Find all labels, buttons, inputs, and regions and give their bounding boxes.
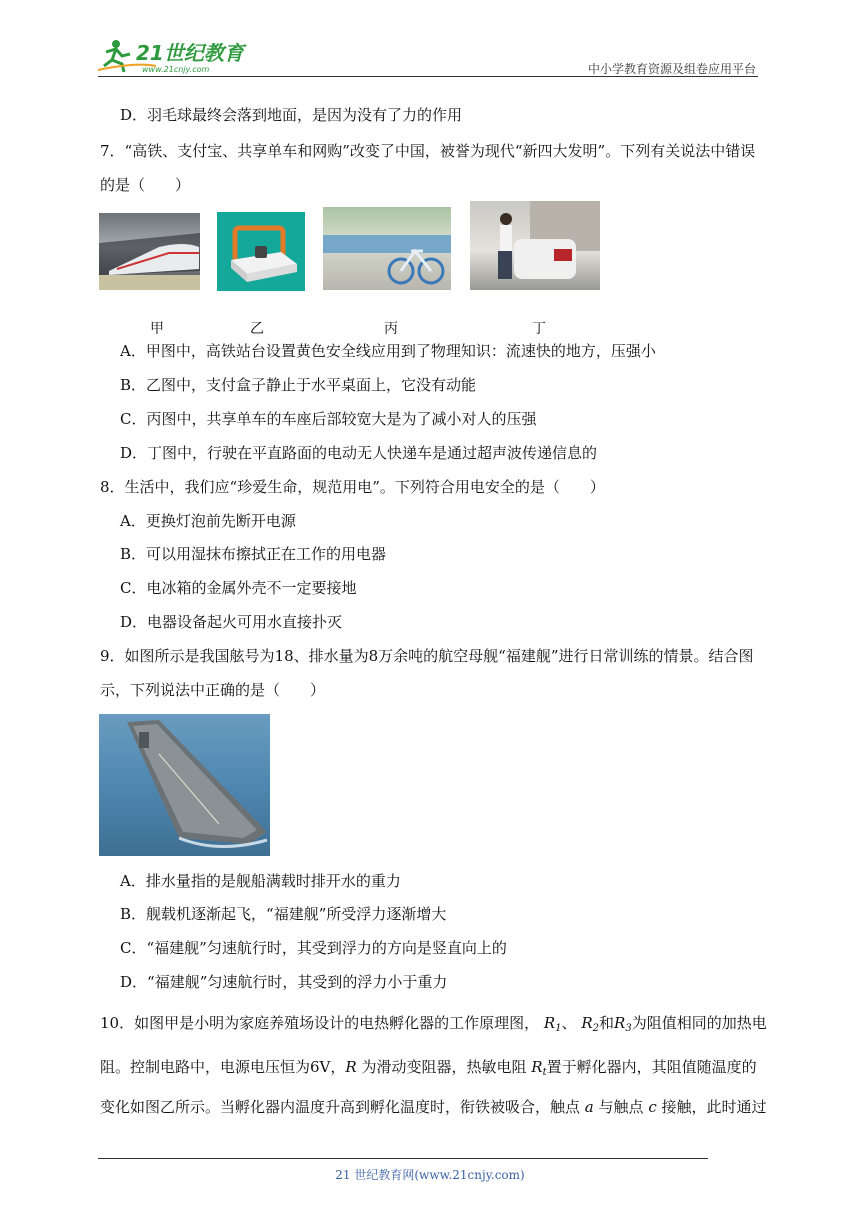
q7-option-a: A．甲图中，高铁站台设置黄色安全线应用到了物理知识：流速快的地方，压强小 bbox=[120, 342, 656, 360]
q9-option-a: A．排水量指的是舰船满载时排开水的重力 bbox=[120, 872, 401, 890]
rt-sub: t bbox=[542, 1067, 547, 1078]
q10-stem-line1 bbox=[100, 1012, 767, 1040]
r2-symbol bbox=[581, 1014, 599, 1032]
q10-text-2a: 阻。控制电路中，电源电压恒为6V， bbox=[100, 1058, 346, 1076]
q10-text-1a: 10．如图甲是小明为家庭养殖场设计的电热孵化器的工作原理图， bbox=[100, 1014, 540, 1032]
aircraft-carrier-image bbox=[99, 714, 270, 856]
rt-symbol bbox=[531, 1058, 546, 1076]
q10-sep1: 、 bbox=[561, 1014, 577, 1032]
r1-letter: R bbox=[543, 1014, 556, 1032]
q10-stem-line2 bbox=[100, 1056, 757, 1084]
bikes-icon bbox=[323, 207, 451, 290]
shared-bikes-image bbox=[323, 207, 451, 290]
r2-letter: R bbox=[581, 1014, 593, 1032]
q8-option-b: B．可以用湿抹布擦拭正在工作的用电器 bbox=[120, 545, 387, 563]
footer-divider bbox=[98, 1158, 708, 1159]
caption-bing: 丙 bbox=[384, 321, 398, 337]
rt-letter: R bbox=[531, 1058, 543, 1076]
runner-logo-icon bbox=[96, 36, 258, 76]
q7-option-b: B．乙图中，支付盒子静止于水平桌面上，它没有动能 bbox=[120, 376, 477, 394]
q10-text-1b: 为阻值相同的加热电 bbox=[631, 1014, 767, 1032]
site-logo bbox=[96, 36, 258, 76]
q10-and: 和 bbox=[599, 1014, 615, 1032]
delivery-robot-icon bbox=[470, 201, 600, 290]
delivery-vehicle-image bbox=[470, 201, 600, 290]
train-icon bbox=[99, 213, 200, 290]
q10-stem-line3 bbox=[100, 1096, 767, 1118]
r3-symbol bbox=[614, 1014, 632, 1032]
q9-option-d: D．“福建舰”匀速航行时，其受到的浮力小于重力 bbox=[120, 973, 448, 991]
r-symbol: R bbox=[345, 1058, 357, 1076]
r2-sub: 2 bbox=[592, 1023, 600, 1034]
platform-name: 中小学教育资源及组卷应用平台 bbox=[587, 62, 756, 76]
q9-stem-line2: 示，下列说法中正确的是（ ） bbox=[100, 681, 326, 699]
r3-letter: R bbox=[614, 1014, 626, 1032]
q10-text-2b: 为滑动变阻器，热敏电阻 bbox=[361, 1058, 527, 1076]
caption-yi: 乙 bbox=[250, 321, 264, 337]
q8-option-c: C．电冰箱的金属外壳不一定要接地 bbox=[120, 579, 357, 597]
header-divider bbox=[98, 76, 758, 77]
q10-text-3c: 接触，此时通过 bbox=[661, 1098, 767, 1116]
payment-box-icon bbox=[217, 212, 305, 291]
footer-text: 21 世纪教育网(www.21cnjy.com) bbox=[335, 1168, 525, 1182]
q10-text-2c: 置于孵化器内，其阻值随温度的 bbox=[546, 1058, 757, 1076]
q7-stem-line2: 的是（ ） bbox=[100, 176, 191, 194]
payment-box-image bbox=[217, 212, 305, 291]
q8-stem: 8．生活中，我们应“珍爱生命，规范用电”。下列符合用电安全的是（ ） bbox=[100, 478, 605, 496]
r1-symbol bbox=[544, 1014, 562, 1032]
logo-text: 21世纪教育 bbox=[136, 41, 244, 65]
q6-option-d: D．羽毛球最终会落到地面，是因为没有了力的作用 bbox=[120, 106, 463, 124]
contact-a: a bbox=[584, 1098, 594, 1116]
q7-option-c: C．丙图中，共享单车的车座后部较宽大是为了减小对人的压强 bbox=[120, 410, 537, 428]
q9-stem-line1: 9．如图所示是我国舷号为18、排水量为8万余吨的航空母舰“福建舰”进行日常训练的情景。结合图 bbox=[100, 647, 754, 665]
q7-stem-line1: 7．“高铁、支付宝、共享单车和网购”改变了中国，被誉为现代“新四大发明”。下列有关说法中错误 bbox=[100, 142, 756, 160]
q10-text-3a: 变化如图乙所示。当孵化器内温度升高到孵化温度时，衔铁被吸合，触点 bbox=[100, 1098, 581, 1116]
q9-option-b: B．舰载机逐渐起飞，“福建舰”所受浮力逐渐增大 bbox=[120, 905, 447, 923]
q9-option-c: C．“福建舰”匀速航行时，其受到浮力的方向是竖直向上的 bbox=[120, 939, 507, 957]
high-speed-train-image bbox=[99, 213, 200, 290]
contact-c: c bbox=[648, 1098, 657, 1116]
q8-option-a: A．更换灯泡前先断开电源 bbox=[120, 512, 296, 530]
logo-url: www.21cnjy.com bbox=[142, 65, 210, 74]
caption-ding: 丁 bbox=[532, 321, 546, 337]
r1-sub: 1 bbox=[555, 1023, 562, 1034]
r3-sub: 3 bbox=[625, 1023, 632, 1034]
carrier-ship-icon bbox=[99, 714, 270, 856]
q10-text-3b: 与触点 bbox=[598, 1098, 644, 1116]
q7-option-d: D．丁图中，行驶在平直路面的电动无人快递车是通过超声波传递信息的 bbox=[120, 444, 598, 462]
caption-jia: 甲 bbox=[150, 321, 164, 337]
q8-option-d: D．电器设备起火可用水直接扑灭 bbox=[120, 613, 343, 631]
